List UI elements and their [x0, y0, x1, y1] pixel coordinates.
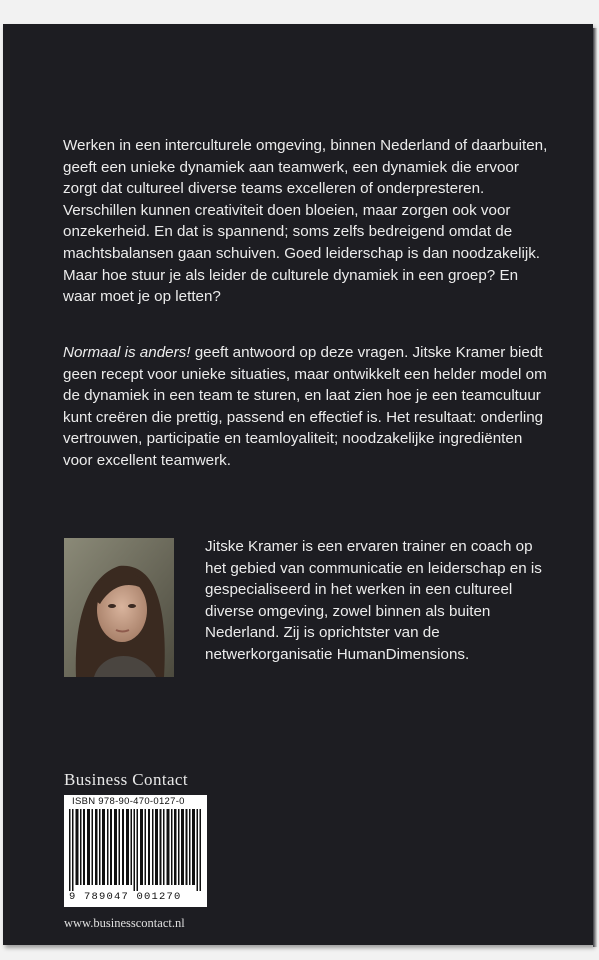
barcode-number: 9 789047 001270	[69, 891, 182, 903]
author-bio: Jitske Kramer is een ervaren trainer en coach op het gebied van communicatie en leiderschap en is gespecialiseerd in het werken in een cultureel diverse omgeving, zowel binnen als buiten Nederland. Zij is oprichtster van de netwerkorganisatie HumanDimensions.	[205, 538, 542, 663]
blurb-paragraph-1: Werken in een interculturele omgeving, binnen Nederland of daarbuiten, geeft een unieke dynamiek aan teamwerk, een dynamiek die ervoor zorgt dat cultureel diverse teams excelleren of onderpresteren. Verschillen kunnen creativiteit doen bloeien, maar zorgen ook voor onzekerheid. En dat is spannend; soms zelfs bedreigend omdat de machtsbalansen gaan schuiven. Goed leiderschap is dan noodzakelijk. Maar hoe stuur je als leider de culturele dynamiek in een groep? En waar moet je op letten?	[63, 137, 548, 306]
book-title: Normaal is anders!	[63, 344, 191, 361]
blurb-paragraph-2-text: geeft antwoord op deze vragen. Jitske Kramer biedt geen recept voor unieke situaties, maar ontwikkelt een helder model om de dynamiek in een team te sturen, en laat zien hoe je een teamcultuur kunt creëren die prettig, passend en effectief is. Het resultaat: onderling vertrouwen, participatie en teamloyaliteit; noodzakelijke ingrediënten voor excellent teamwerk.	[63, 344, 547, 469]
blurb-paragraph-2	[63, 342, 555, 472]
author-photo	[64, 538, 174, 677]
isbn-label: ISBN 978-90-470-0127-0	[72, 796, 185, 807]
publisher-name: Business Contact	[64, 770, 188, 789]
barcode	[64, 795, 207, 907]
back-cover	[3, 24, 593, 945]
publisher-website: www.businesscontact.nl	[64, 916, 185, 930]
barcode-bars	[69, 809, 203, 891]
